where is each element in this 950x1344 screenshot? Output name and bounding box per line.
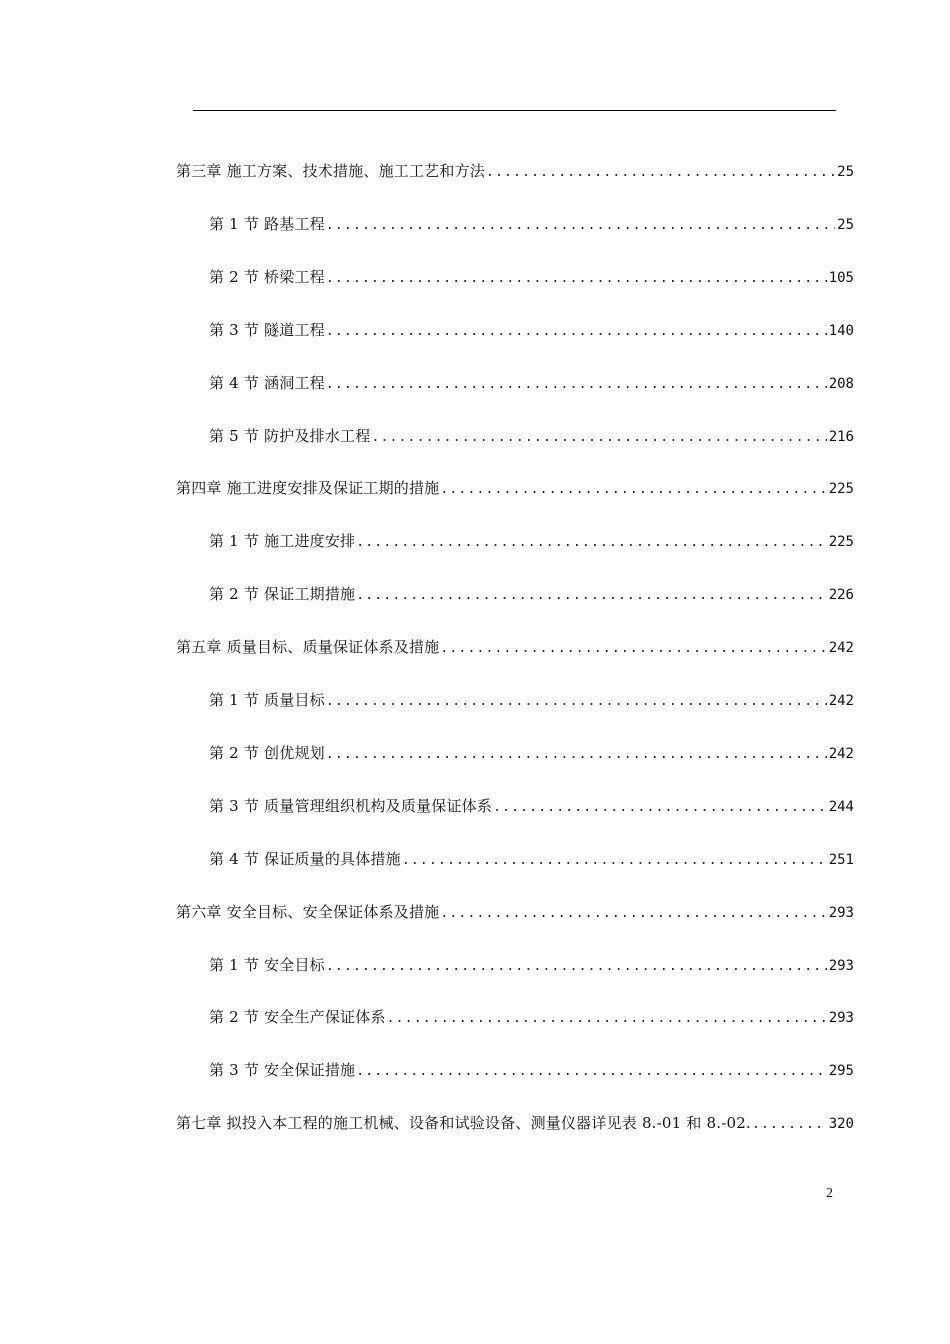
toc-entry-title: 第 3 节 安全保证措施 [209, 1061, 356, 1079]
toc-section-entry[interactable] [209, 421, 854, 451]
toc-dot-leader [326, 264, 827, 294]
toc-entry-title: 第 2 节 桥梁工程 [209, 268, 325, 286]
toc-section-entry[interactable] [209, 526, 854, 556]
toc-entry-page: 320 [828, 1116, 854, 1132]
toc-entry-page: 105 [828, 270, 854, 286]
toc-entry-title: 第 1 节 安全目标 [209, 956, 325, 974]
toc-chapter-entry[interactable] [176, 897, 854, 927]
toc-dot-leader [493, 793, 827, 823]
toc-entry-title: 第 1 节 施工进度安排 [209, 532, 356, 550]
toc-dot-leader [356, 528, 826, 558]
toc-dot-leader [356, 581, 826, 611]
toc-entry-page: 293 [828, 905, 854, 921]
toc-section-entry[interactable] [209, 844, 854, 874]
header-rule [193, 110, 836, 111]
toc-entry-title: 第 2 节 创优规划 [209, 744, 325, 762]
toc-entry-page: 251 [828, 852, 854, 868]
toc-entry-page: 226 [828, 587, 854, 603]
toc-entry-title: 第 4 节 保证质量的具体措施 [209, 850, 401, 868]
toc-dot-leader [326, 952, 827, 982]
toc-entry-title: 第 4 节 涵洞工程 [209, 374, 325, 392]
toc-section-entry[interactable] [209, 1002, 854, 1032]
toc-entry-page: 293 [828, 1010, 854, 1026]
toc-dot-leader [356, 1057, 826, 1087]
toc-section-entry[interactable] [209, 685, 854, 715]
toc-entry-page: 25 [837, 217, 854, 233]
toc-entry-page: 25 [837, 164, 854, 180]
toc-entry-title: 第 1 节 路基工程 [209, 215, 325, 233]
toc-entry-page: 242 [828, 640, 854, 656]
toc-entry-page: 293 [828, 958, 854, 974]
toc-section-entry[interactable] [209, 1055, 854, 1085]
toc-dot-leader [326, 317, 827, 347]
toc-dot-leader [326, 740, 827, 770]
toc-entry-title: 第 3 节 质量管理组织机构及质量保证体系 [209, 797, 493, 815]
toc-entry-page: 225 [828, 534, 854, 550]
toc-entry-title: 第六章 安全目标、安全保证体系及措施 [176, 903, 440, 921]
page-number: 2 [826, 1186, 833, 1201]
toc-entry-page: 208 [828, 376, 854, 392]
toc-dot-leader [486, 158, 835, 188]
toc-dot-leader [752, 1110, 827, 1140]
toc-entry-title: 第 1 节 质量目标 [209, 691, 325, 709]
toc-section-entry[interactable] [209, 579, 854, 609]
toc-section-entry[interactable] [209, 209, 854, 239]
toc-entry-title: 第 5 节 防护及排水工程 [209, 427, 371, 445]
toc-dot-leader [371, 423, 826, 453]
toc-chapter-entry[interactable] [176, 1108, 854, 1138]
toc-entry-page: 242 [828, 746, 854, 762]
toc-entry-page: 216 [828, 429, 854, 445]
toc-dot-leader [326, 687, 827, 717]
toc-chapter-entry[interactable] [176, 632, 854, 662]
toc-chapter-entry[interactable] [176, 156, 854, 186]
toc-entry-title: 第四章 施工进度安排及保证工期的措施 [176, 479, 440, 497]
toc-section-entry[interactable] [209, 262, 854, 292]
toc-section-entry[interactable] [209, 315, 854, 345]
toc-section-entry[interactable] [209, 791, 854, 821]
toc-entry-title: 第三章 施工方案、技术措施、施工工艺和方法 [176, 162, 485, 180]
toc-dot-leader [440, 899, 826, 929]
toc-dot-leader [387, 1004, 827, 1034]
toc-section-entry[interactable] [209, 738, 854, 768]
toc-entry-page: 244 [828, 799, 854, 815]
toc-entry-title: 第 3 节 隧道工程 [209, 321, 325, 339]
toc-dot-leader [326, 211, 835, 241]
toc-section-entry[interactable] [209, 950, 854, 980]
toc-entry-title: 第 2 节 保证工期措施 [209, 585, 356, 603]
toc-chapter-entry[interactable] [176, 473, 854, 503]
toc-entry-page: 225 [828, 481, 854, 497]
toc-dot-leader [402, 846, 827, 876]
toc-entry-page: 295 [828, 1063, 854, 1079]
toc-entry-title: 第七章 拟投入本工程的施工机械、设备和试验设备、测量仪器详见表 8.-01 和 8.-02. [176, 1114, 751, 1132]
toc-dot-leader [326, 370, 827, 400]
toc-section-entry[interactable] [209, 368, 854, 398]
toc-dot-leader [440, 475, 826, 505]
toc-dot-leader [440, 634, 826, 664]
toc-entry-title: 第五章 质量目标、质量保证体系及措施 [176, 638, 440, 656]
toc-entry-page: 140 [828, 323, 854, 339]
toc-entry-title: 第 2 节 安全生产保证体系 [209, 1008, 386, 1026]
toc-entry-page: 242 [828, 693, 854, 709]
